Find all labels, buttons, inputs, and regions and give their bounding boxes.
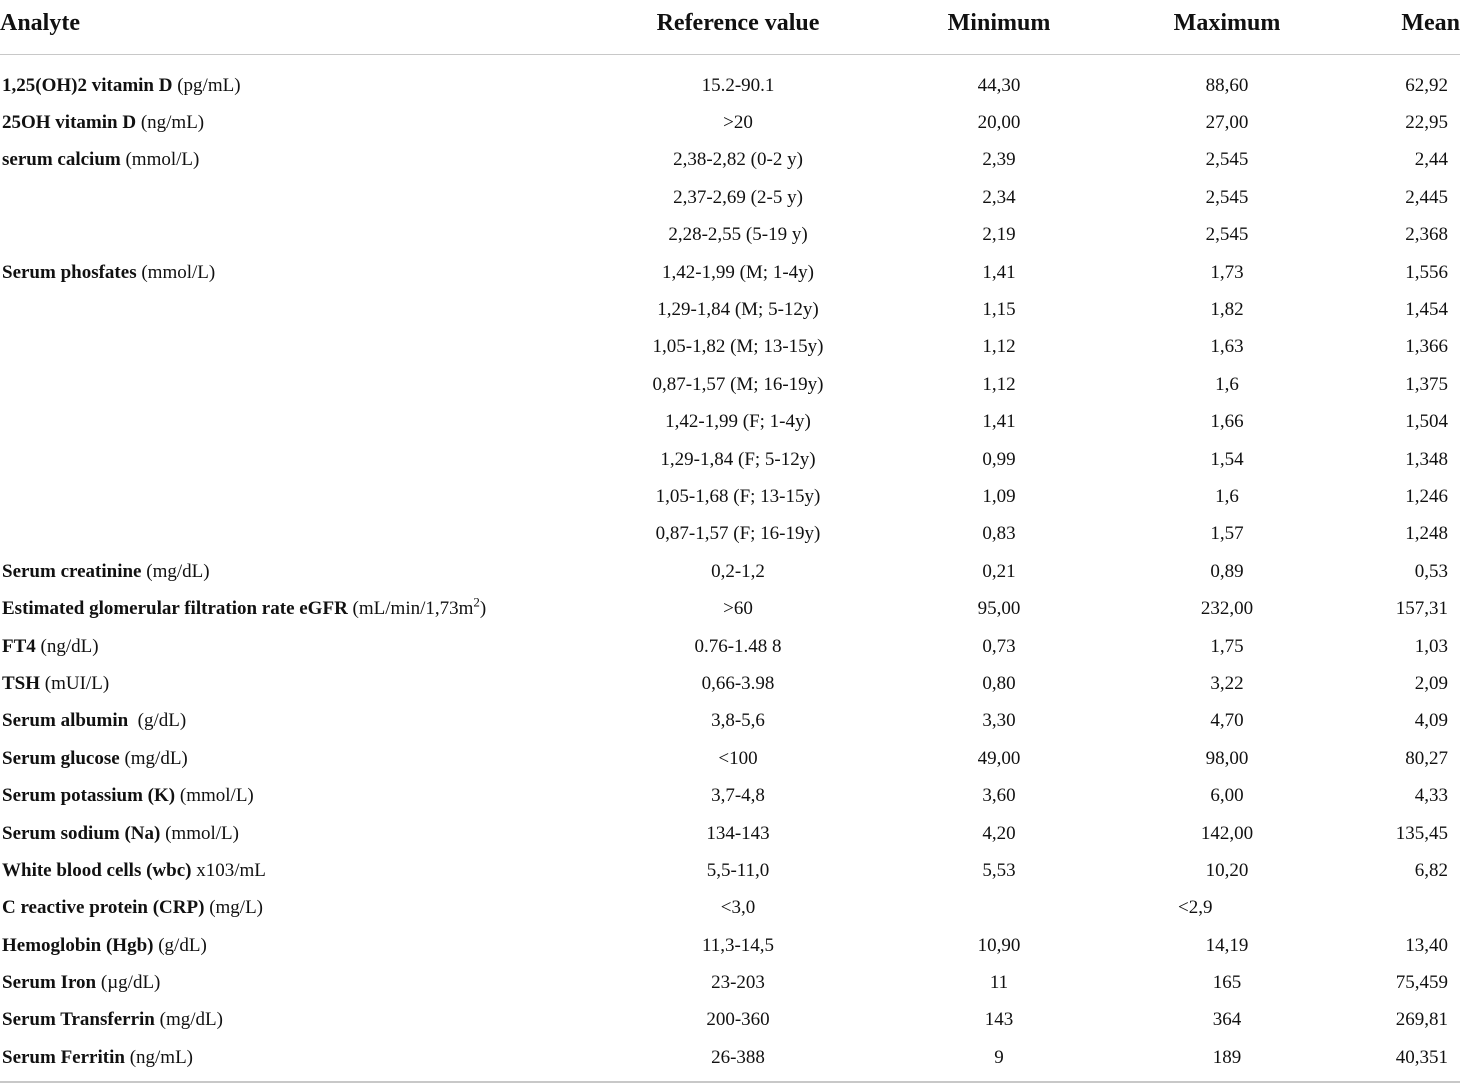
- mean-cell: 1,366: [1405, 336, 1448, 358]
- reference-value-cell: 5,5-11,0: [706, 859, 770, 881]
- maximum-cell: 1,63: [1210, 336, 1244, 358]
- reference-value-cell: 2,38-2,82 (0-2 y): [673, 149, 803, 171]
- analyte-unit: (µg/dL): [96, 972, 161, 994]
- analyte-name: TSH: [2, 672, 41, 694]
- mean-cell: 1,03: [1414, 635, 1448, 657]
- analyte-name: Serum creatinine: [2, 560, 142, 582]
- minimum-cell: 143: [984, 1009, 1014, 1031]
- minimum-cell: 49,00: [977, 747, 1021, 769]
- maximum-cell: 1,6: [1215, 485, 1239, 507]
- header-row: [0, 0, 1460, 55]
- minimum-cell: 1,09: [982, 485, 1016, 507]
- maximum-cell: 364: [1212, 1009, 1242, 1031]
- table-row: [0, 142, 1460, 179]
- table-row: [0, 329, 1460, 366]
- table-row: [0, 441, 1460, 478]
- mean-cell: 13,40: [1405, 934, 1448, 956]
- maximum-cell: 1,73: [1210, 261, 1244, 283]
- table-bottom-rule: [0, 1081, 1460, 1083]
- table-row: [0, 927, 1460, 964]
- reference-value-cell: 1,42-1,99 (M; 1-4y): [662, 261, 814, 283]
- reference-value-cell: 3,8-5,6: [711, 710, 765, 732]
- analyte-name: Hemoglobin (Hgb): [2, 934, 154, 956]
- mean-cell: 2,44: [1414, 149, 1448, 171]
- minimum-cell: 9: [994, 1046, 1004, 1068]
- analyte-cell: [0, 329, 560, 366]
- analyte-cell: [0, 142, 560, 179]
- minimum-cell: 0,80: [982, 672, 1016, 694]
- minimum-cell: [916, 890, 1082, 927]
- minimum-cell: 3,60: [982, 785, 1016, 807]
- maximum-cell: 3,22: [1210, 672, 1244, 694]
- header-minimum: Minimum: [916, 0, 1082, 55]
- analyte-name: Estimated glomerular filtration rate eGFR: [2, 598, 348, 620]
- maximum-cell: 1,82: [1210, 299, 1244, 321]
- header-maximum: Maximum: [1082, 0, 1372, 55]
- minimum-cell: 3,30: [982, 710, 1016, 732]
- mean-cell: 157,31: [1395, 598, 1448, 620]
- table-row: [0, 104, 1460, 141]
- reference-value-cell: 0,66-3.98: [701, 672, 775, 694]
- minimum-cell: 1,12: [982, 336, 1016, 358]
- minimum-cell: 1,12: [982, 373, 1016, 395]
- maximum-cell: 232,00: [1200, 598, 1254, 620]
- analyte-unit: (g/dL): [153, 934, 207, 956]
- minimum-cell: 0,73: [982, 635, 1016, 657]
- table-row: [0, 703, 1460, 740]
- mean-cell: 2,09: [1414, 672, 1448, 694]
- minimum-cell: 1,41: [982, 411, 1016, 433]
- reference-value-cell: 15.2-90.1: [701, 74, 775, 96]
- analyte-unit: (mg/dL): [119, 747, 188, 769]
- table-row: [0, 815, 1460, 852]
- maximum-cell: 142,00: [1200, 822, 1254, 844]
- analyte-name: White blood cells (wbc): [2, 859, 192, 881]
- minimum-cell: 2,19: [982, 224, 1016, 246]
- analyte-unit-superscript: 2: [473, 594, 480, 610]
- analyte-name: serum calcium: [2, 149, 121, 171]
- analyte-cell: [0, 703, 560, 740]
- analyte-name: FT4: [2, 635, 36, 657]
- analyte-unit: (g/dL): [128, 710, 187, 732]
- table-row: [0, 366, 1460, 403]
- analyte-name: Serum sodium (Na): [2, 822, 161, 844]
- table-row: [0, 628, 1460, 665]
- reference-value-cell: 11,3-14,5: [701, 934, 775, 956]
- minimum-cell: 11: [989, 972, 1009, 994]
- reference-value-cell: 2,37-2,69 (2-5 y): [673, 186, 803, 208]
- analyte-name: Serum Iron: [2, 972, 97, 994]
- minimum-cell: 1,15: [982, 299, 1016, 321]
- analyte-name: Serum Ferritin: [2, 1046, 125, 1068]
- analyte-name: Serum phosfates: [2, 261, 137, 283]
- analyte-cell: [0, 628, 560, 665]
- reference-value-cell: 0,87-1,57 (F; 16-19y): [655, 523, 821, 545]
- analyte-cell: [0, 927, 560, 964]
- table-row: [0, 590, 1460, 627]
- analyte-unit: (mmol/L): [160, 822, 239, 844]
- table-row: [0, 217, 1460, 254]
- table-row: [0, 516, 1460, 553]
- analyte-cell: [0, 478, 560, 515]
- table-row: [0, 740, 1460, 777]
- reference-value-cell: 200-360: [706, 1009, 770, 1031]
- minimum-cell: 95,00: [977, 598, 1021, 620]
- table-row: [0, 553, 1460, 590]
- maximum-cell: 1,57: [1210, 523, 1244, 545]
- maximum-cell: 1,6: [1215, 373, 1239, 395]
- reference-value-cell: 1,29-1,84 (F; 5-12y): [660, 448, 816, 470]
- mean-cell: 4,33: [1414, 785, 1448, 807]
- analyte-cell: [0, 890, 560, 927]
- table-row: [0, 964, 1460, 1001]
- analyte-unit: (ng/mL): [136, 112, 205, 134]
- reference-value-cell: 1,05-1,68 (F; 13-15y): [655, 485, 821, 507]
- reference-value-cell: 26-388: [711, 1046, 765, 1068]
- reference-value-cell: >60: [723, 598, 753, 620]
- analyte-cell: [0, 291, 560, 328]
- header-mean: Mean: [1372, 0, 1460, 55]
- reference-value-cell: 1,29-1,84 (M; 5-12y): [657, 299, 819, 321]
- mean-cell: 1,248: [1405, 523, 1448, 545]
- maximum-cell: 1,75: [1210, 635, 1244, 657]
- analyte-cell: [0, 366, 560, 403]
- maximum-cell: 98,00: [1205, 747, 1249, 769]
- analyte-unit: (mUI/L): [40, 672, 110, 694]
- analyte-cell: [0, 665, 560, 702]
- analyte-cell: [0, 516, 560, 553]
- mean-cell: 75,459: [1395, 972, 1448, 994]
- reference-value-cell: >20: [723, 112, 753, 134]
- analyte-unit: (mmol/L): [175, 785, 254, 807]
- maximum-cell: 4,70: [1210, 710, 1244, 732]
- mean-cell: 2,445: [1405, 186, 1448, 208]
- table-row: [0, 890, 1460, 927]
- table-row: [0, 1002, 1460, 1039]
- analyte-cell: [0, 815, 560, 852]
- mean-cell: 135,45: [1395, 822, 1448, 844]
- analyte-unit: (mg/dL): [154, 1009, 223, 1031]
- maximum-cell: 1,54: [1210, 448, 1244, 470]
- analyte-unit: (mL/min/1,73m: [347, 598, 474, 620]
- reference-value-cell: 0,2-1,2: [711, 560, 765, 582]
- mean-cell: 1,348: [1405, 448, 1448, 470]
- reference-value-cell: 1,05-1,82 (M; 13-15y): [652, 336, 824, 358]
- mean-cell: 1,504: [1405, 411, 1448, 433]
- reference-value-cell: <100: [718, 747, 758, 769]
- maximum-cell: 27,00: [1205, 112, 1249, 134]
- mean-cell: 2,368: [1405, 224, 1448, 246]
- reference-value-cell: <3,0: [720, 897, 756, 919]
- analyte-cell: [0, 1002, 560, 1039]
- mean-cell: 1,375: [1405, 373, 1448, 395]
- reference-value-cell: 0,87-1,57 (M; 16-19y): [652, 373, 824, 395]
- table-row: [0, 665, 1460, 702]
- analyte-cell: [0, 55, 560, 105]
- analyte-cell: [0, 217, 560, 254]
- analyte-cell: [0, 777, 560, 814]
- analyte-cell: [0, 553, 560, 590]
- mean-cell: 22,95: [1405, 112, 1448, 134]
- table-row: [0, 55, 1460, 105]
- maximum-cell: 189: [1212, 1046, 1242, 1068]
- mean-cell: 0,53: [1414, 560, 1448, 582]
- maximum-cell: 0,89: [1210, 560, 1244, 582]
- table-body: [0, 55, 1460, 1077]
- analyte-cell: [0, 104, 560, 141]
- maximum-cell: 88,60: [1205, 74, 1249, 96]
- mean-cell: 1,246: [1405, 485, 1448, 507]
- table-row: [0, 404, 1460, 441]
- minimum-cell: 10,90: [977, 934, 1021, 956]
- maximum-cell: 2,545: [1205, 186, 1249, 208]
- maximum-cell: 2,545: [1205, 149, 1249, 171]
- reference-value-cell: 0.76-1.48 8: [694, 635, 782, 657]
- reference-value-cell: 3,7-4,8: [711, 785, 765, 807]
- analyte-cell: [0, 852, 560, 889]
- analyte-cell: [0, 964, 560, 1001]
- analyte-unit: (ng/mL): [124, 1046, 194, 1068]
- analyte-unit: (mmol/L): [136, 261, 216, 283]
- analyte-cell: [0, 179, 560, 216]
- analyte-unit: (pg/mL): [172, 74, 241, 96]
- analyte-name: Serum glucose: [2, 747, 120, 769]
- analyte-unit-tail: ): [479, 598, 487, 620]
- analyte-name: Serum Transferrin: [2, 1009, 155, 1031]
- maximum-cell: 2,545: [1205, 224, 1249, 246]
- maximum-cell: 1,66: [1210, 411, 1244, 433]
- analyte-unit: (mg/dL): [141, 560, 210, 582]
- mean-cell: 62,92: [1405, 74, 1448, 96]
- reference-value-cell: 2,28-2,55 (5-19 y): [668, 224, 808, 246]
- minimum-cell: 1,41: [982, 261, 1016, 283]
- analyte-cell: [0, 404, 560, 441]
- table-row: [0, 478, 1460, 515]
- maximum-cell: 165: [1212, 972, 1242, 994]
- table-row: [0, 179, 1460, 216]
- table-row: [0, 254, 1460, 291]
- analyte-unit: (mmol/L): [120, 149, 200, 171]
- analyte-cell: [0, 590, 560, 627]
- analyte-name: Serum albumin: [2, 710, 129, 732]
- analyte-name: Serum potassium (K): [2, 785, 176, 807]
- mean-cell: 40,351: [1395, 1046, 1448, 1068]
- minimum-cell: 4,20: [982, 822, 1016, 844]
- header-analyte: Analyte: [0, 0, 560, 55]
- minimum-cell: 2,34: [982, 186, 1016, 208]
- table-row: [0, 1039, 1460, 1076]
- maximum-cell: <2,9: [1178, 897, 1213, 919]
- mean-cell: [1372, 890, 1460, 927]
- maximum-cell: 10,20: [1205, 859, 1249, 881]
- minimum-cell: 0,99: [982, 448, 1016, 470]
- minimum-cell: 20,00: [977, 112, 1021, 134]
- mean-cell: 6,82: [1414, 859, 1448, 881]
- minimum-cell: 0,21: [982, 560, 1016, 582]
- analyte-unit: x103/mL: [191, 859, 266, 881]
- analyte-cell: [0, 1039, 560, 1076]
- minimum-cell: 44,30: [977, 74, 1021, 96]
- minimum-cell: 2,39: [982, 149, 1016, 171]
- maximum-cell: 14,19: [1205, 934, 1249, 956]
- analyte-cell: [0, 441, 560, 478]
- mean-cell: 80,27: [1405, 747, 1448, 769]
- maximum-cell: 6,00: [1210, 785, 1244, 807]
- reference-value-cell: 1,42-1,99 (F; 1-4y): [665, 411, 811, 433]
- mean-cell: 1,454: [1405, 299, 1448, 321]
- mean-cell: 269,81: [1395, 1009, 1448, 1031]
- header-reference-value: Reference value: [560, 0, 916, 55]
- minimum-cell: 0,83: [982, 523, 1016, 545]
- analyte-name: C reactive protein (CRP): [2, 897, 205, 919]
- table-row: [0, 852, 1460, 889]
- mean-cell: 4,09: [1414, 710, 1448, 732]
- minimum-cell: 5,53: [982, 859, 1016, 881]
- reference-value-cell: 134-143: [706, 822, 770, 844]
- analyte-unit: (mg/L): [204, 897, 264, 919]
- analyte-name: 25OH vitamin D: [2, 112, 137, 134]
- table-row: [0, 291, 1460, 328]
- analyte-cell: [0, 254, 560, 291]
- table-row: [0, 777, 1460, 814]
- reference-value-cell: 23-203: [711, 972, 765, 994]
- analyte-unit: (ng/dL): [35, 635, 99, 657]
- mean-cell: 1,556: [1405, 261, 1448, 283]
- analyte-name: 1,25(OH)2 vitamin D: [2, 74, 173, 96]
- analyte-cell: [0, 740, 560, 777]
